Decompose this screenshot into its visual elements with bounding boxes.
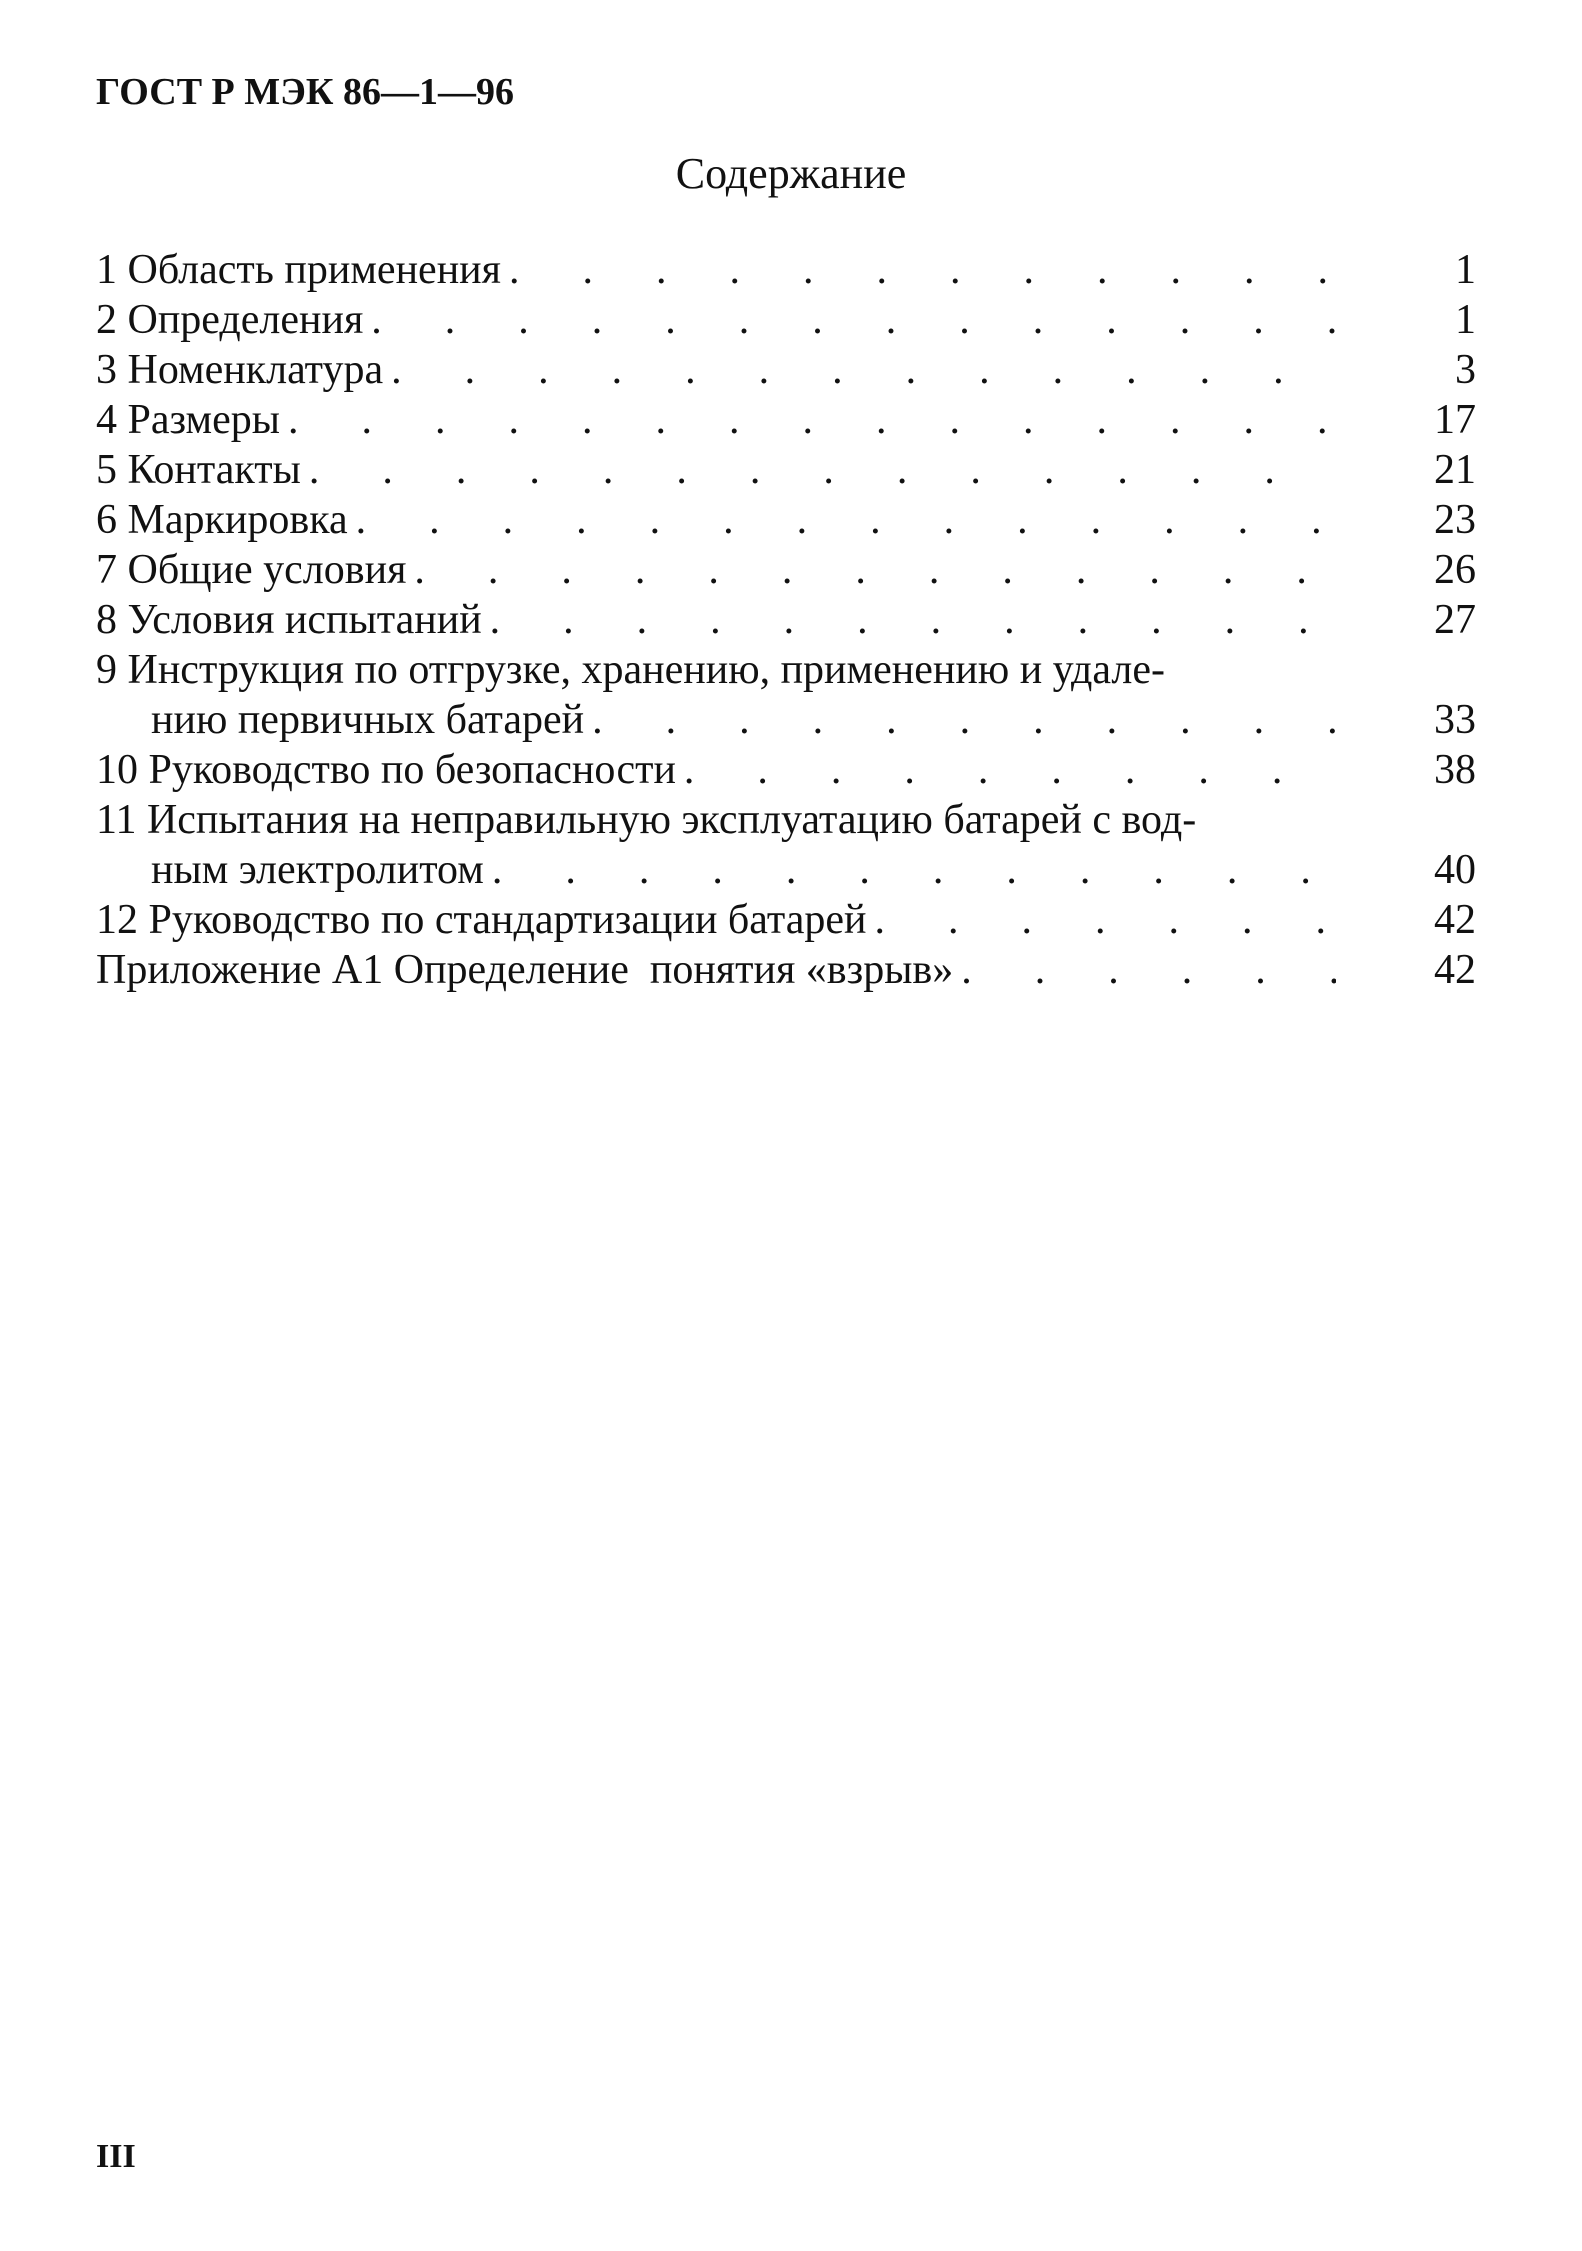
document-code: ГОСТ Р МЭК 86—1—96 bbox=[96, 71, 514, 113]
toc-entry[interactable] bbox=[96, 545, 1476, 595]
dot-leader bbox=[684, 745, 1336, 795]
toc-entry[interactable] bbox=[96, 395, 1476, 445]
toc-entry-page: 27 bbox=[1434, 597, 1476, 643]
toc-entry-title: 10 Руководство по безопасности bbox=[96, 745, 684, 795]
toc-entry-page: 23 bbox=[1434, 497, 1476, 543]
page-number: III bbox=[96, 2138, 136, 2175]
toc-entry[interactable] bbox=[96, 795, 1476, 895]
toc-entry[interactable] bbox=[96, 245, 1476, 295]
toc-entry[interactable] bbox=[96, 295, 1476, 345]
toc-entry-title: 7 Общие условия bbox=[96, 545, 414, 595]
toc-entry-page: 33 bbox=[1434, 697, 1476, 743]
toc-entry-title: 6 Маркировка bbox=[96, 495, 356, 545]
dot-leader bbox=[490, 595, 1336, 645]
toc-entry-page: 21 bbox=[1434, 447, 1476, 493]
toc-entry-title-continuation: нию первичных батарей bbox=[96, 695, 592, 745]
dot-leader bbox=[961, 945, 1336, 995]
toc-entry-page: 26 bbox=[1434, 547, 1476, 593]
dot-leader bbox=[288, 395, 1336, 445]
toc-entry-title: Приложение А1 Определение понятия «взрыв» bbox=[96, 945, 961, 995]
toc-entry[interactable] bbox=[96, 445, 1476, 495]
toc-entry-page: 17 bbox=[1434, 397, 1476, 443]
dot-leader bbox=[414, 545, 1336, 595]
toc-entry-title: 5 Контакты bbox=[96, 445, 309, 495]
toc-entry[interactable] bbox=[96, 345, 1476, 395]
dot-leader bbox=[509, 245, 1336, 295]
dot-leader bbox=[492, 845, 1336, 895]
toc-entry-title: 2 Определения bbox=[96, 295, 371, 345]
dot-leader bbox=[592, 695, 1336, 745]
toc-entry-page: 42 bbox=[1434, 897, 1476, 943]
toc-entry[interactable] bbox=[96, 495, 1476, 545]
toc-entry-page: 38 bbox=[1434, 747, 1476, 793]
toc-entry-title: 3 Номенклатура bbox=[96, 345, 391, 395]
toc-entry-page: 1 bbox=[1455, 247, 1476, 293]
toc-entry-page: 3 bbox=[1455, 347, 1476, 393]
toc-entry[interactable] bbox=[96, 745, 1476, 795]
toc-entry-page: 40 bbox=[1434, 847, 1476, 893]
toc-entry-title: 9 Инструкция по отгрузке, хранению, применению и удале- bbox=[96, 645, 1173, 695]
dot-leader bbox=[356, 495, 1336, 545]
toc-entry[interactable] bbox=[96, 895, 1476, 945]
toc-entry-title: 12 Руководство по стандартизации батарей bbox=[96, 895, 874, 945]
table-of-contents bbox=[96, 245, 1476, 995]
dot-leader bbox=[874, 895, 1336, 945]
dot-leader bbox=[391, 345, 1336, 395]
toc-entry-page: 42 bbox=[1434, 947, 1476, 993]
dot-leader bbox=[309, 445, 1336, 495]
toc-entry-title: 1 Область применения bbox=[96, 245, 509, 295]
toc-entry-title-continuation: ным электролитом bbox=[96, 845, 492, 895]
toc-entry[interactable] bbox=[96, 945, 1476, 995]
toc-entry-title: 4 Размеры bbox=[96, 395, 288, 445]
toc-entry-title: 11 Испытания на неправильную эксплуатацию батарей с вод- bbox=[96, 795, 1204, 845]
dot-leader bbox=[371, 295, 1336, 345]
toc-entry[interactable] bbox=[96, 595, 1476, 645]
toc-entry-page: 1 bbox=[1455, 297, 1476, 343]
toc-entry-title: 8 Условия испытаний bbox=[96, 595, 490, 645]
toc-entry[interactable] bbox=[96, 645, 1476, 745]
page-title: Содержание bbox=[675, 149, 907, 198]
